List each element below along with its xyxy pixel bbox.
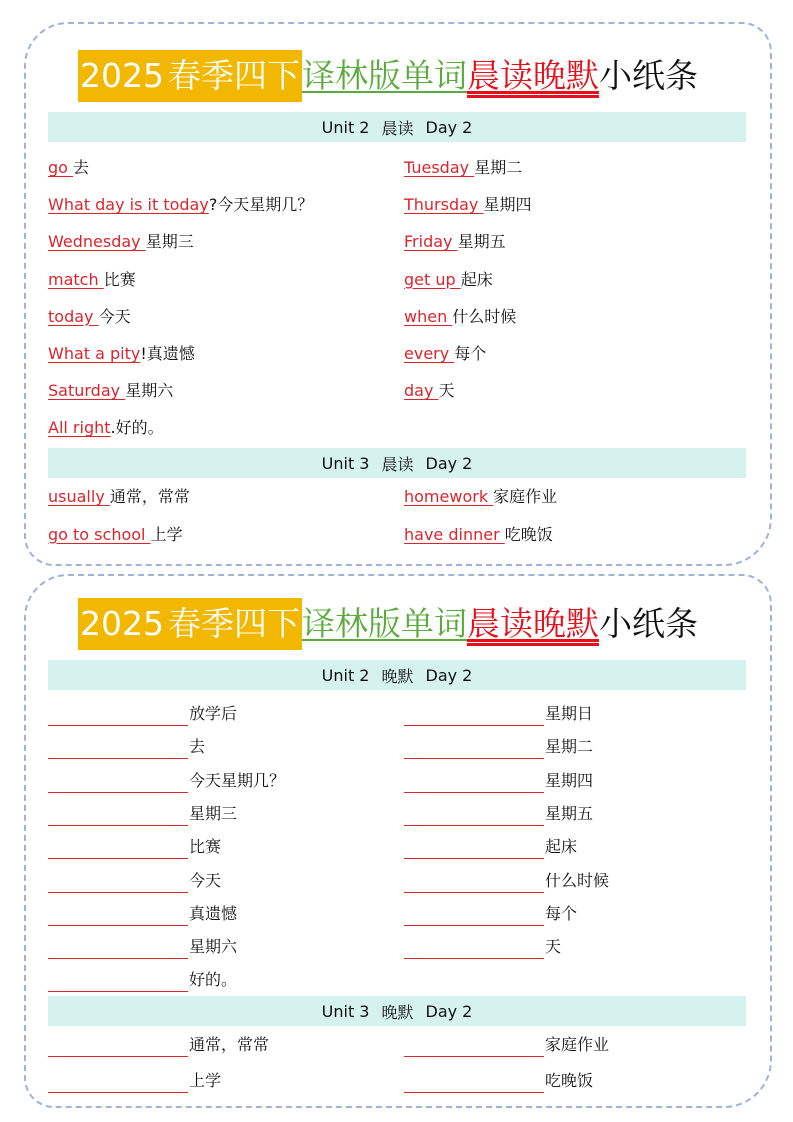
chinese-meaning: 放学后	[189, 704, 238, 723]
word-entry	[48, 193, 313, 217]
answer-blank[interactable]	[48, 740, 188, 759]
chinese-meaning: 星期六	[189, 937, 238, 957]
english-word: All right	[48, 418, 111, 438]
dictation-entry	[404, 769, 593, 793]
band-mode: 晨读	[381, 454, 414, 474]
chinese-meaning: 星期二	[545, 737, 594, 757]
chinese-meaning: 家庭作业	[493, 487, 558, 506]
english-word: homework	[404, 487, 494, 506]
word-entry	[48, 230, 194, 254]
answer-blank[interactable]	[48, 707, 188, 726]
dictation-entry	[404, 1069, 593, 1093]
band-day: Day 2	[425, 453, 473, 473]
english-word: today	[48, 306, 99, 326]
chinese-meaning: 比赛	[189, 837, 222, 857]
answer-blank[interactable]	[404, 1074, 544, 1093]
dictation-entry	[48, 902, 237, 926]
title-mode: 晨读晚默	[466, 604, 599, 643]
title-year: 2025	[78, 50, 166, 102]
unit3-morning-band	[48, 448, 746, 478]
answer-blank[interactable]	[404, 1038, 544, 1057]
chinese-meaning: 今天	[98, 306, 131, 326]
band-mode: 晚默	[381, 1002, 414, 1022]
english-word: when	[404, 306, 453, 326]
morning-reading-card	[24, 22, 772, 566]
title-year: 2025	[78, 598, 166, 650]
answer-blank[interactable]	[404, 707, 544, 726]
english-word: Tuesday	[404, 158, 475, 177]
dictation-entry	[404, 735, 593, 759]
answer-blank[interactable]	[404, 774, 544, 793]
answer-blank[interactable]	[48, 807, 188, 826]
dictation-entry	[48, 702, 237, 726]
answer-blank[interactable]	[48, 774, 188, 793]
dictation-entry	[404, 1033, 609, 1057]
english-word: day	[404, 381, 439, 401]
dictation-entry	[48, 735, 205, 759]
dictation-entry	[404, 702, 593, 726]
answer-blank[interactable]	[404, 940, 544, 959]
chinese-meaning: 星期四	[483, 195, 532, 215]
english-word: What day is it today	[48, 195, 209, 215]
word-entry	[404, 230, 506, 254]
chinese-meaning: 星期日	[545, 704, 594, 723]
band-unit: Unit 3	[321, 453, 370, 473]
english-word: Wednesday	[48, 232, 146, 252]
answer-blank[interactable]	[48, 874, 188, 893]
chinese-meaning: 上学	[189, 1071, 222, 1090]
dictation-entry	[404, 835, 577, 859]
word-entry	[48, 523, 183, 547]
english-word: match	[48, 269, 104, 289]
dictation-entry	[404, 802, 593, 826]
card-title	[78, 598, 698, 650]
chinese-meaning: 星期三	[189, 803, 238, 823]
band-unit: Unit 2	[321, 117, 370, 137]
english-word: have dinner	[404, 524, 505, 544]
title-season: 春季四下	[166, 598, 302, 650]
chinese-meaning: 通常，常常	[109, 487, 190, 506]
word-entry	[404, 523, 553, 547]
dictation-entry	[48, 869, 221, 893]
chinese-meaning: 通常，常常	[189, 1035, 270, 1054]
chinese-meaning: 吃晚饭	[504, 524, 553, 544]
answer-blank[interactable]	[48, 973, 188, 992]
chinese-meaning: 好的。	[189, 970, 238, 990]
word-entry	[404, 268, 493, 292]
dictation-entry	[404, 902, 577, 926]
band-mode: 晨读	[381, 118, 414, 138]
band-unit: Unit 3	[321, 1001, 370, 1021]
chinese-meaning: 每个	[454, 344, 487, 363]
chinese-meaning: 比赛	[103, 269, 136, 289]
answer-blank[interactable]	[404, 840, 544, 859]
dictation-entry	[404, 869, 609, 893]
dictation-entry	[48, 1069, 221, 1093]
word-entry	[404, 485, 557, 509]
english-word: Thursday	[404, 195, 484, 215]
dictation-entry	[48, 1033, 269, 1057]
chinese-meaning: 天	[545, 937, 562, 957]
band-day: Day 2	[425, 117, 473, 137]
answer-blank[interactable]	[48, 1038, 188, 1057]
english-word: usually	[48, 487, 110, 506]
answer-blank[interactable]	[404, 874, 544, 893]
english-word: go	[48, 158, 74, 177]
english-word: Friday	[404, 232, 458, 252]
chinese-meaning: 今天星期几？	[189, 770, 286, 790]
chinese-meaning: 上学	[150, 524, 183, 544]
chinese-meaning: 星期三	[145, 232, 194, 252]
answer-blank[interactable]	[48, 907, 188, 926]
title-suffix: 小纸条	[598, 56, 698, 95]
chinese-meaning: !真遗憾	[140, 344, 195, 363]
dictation-entry	[48, 935, 237, 959]
title-mode: 晨读晚默	[466, 56, 599, 95]
chinese-meaning: 星期二	[474, 158, 523, 177]
chinese-meaning: 去	[189, 737, 206, 757]
answer-blank[interactable]	[404, 807, 544, 826]
english-word: What a pity	[48, 344, 141, 363]
chinese-meaning: 家庭作业	[545, 1035, 610, 1054]
word-entry	[48, 342, 195, 366]
title-edition: 译林版单词	[301, 56, 467, 95]
dictation-entry	[48, 968, 237, 992]
chinese-meaning: 吃晚饭	[545, 1071, 594, 1090]
chinese-meaning: 天	[438, 381, 455, 401]
word-entry	[404, 379, 455, 403]
title-season: 春季四下	[166, 50, 302, 102]
dictation-entry	[48, 802, 237, 826]
chinese-meaning: .好的。	[110, 418, 164, 438]
answer-blank[interactable]	[48, 840, 188, 859]
band-mode: 晚默	[381, 666, 414, 686]
word-entry	[48, 156, 89, 180]
english-word: get up	[404, 269, 461, 289]
english-word: every	[404, 344, 455, 363]
chinese-meaning: 星期五	[545, 803, 594, 823]
chinese-meaning: 星期六	[125, 381, 174, 401]
chinese-meaning: 起床	[545, 837, 578, 857]
chinese-meaning: 星期四	[545, 770, 594, 790]
evening-dictation-card	[24, 574, 772, 1108]
unit2-evening-band	[48, 660, 746, 690]
word-entry	[48, 268, 136, 292]
unit3-evening-band	[48, 996, 746, 1026]
chinese-meaning: 起床	[460, 269, 493, 289]
chinese-meaning: 什么时候	[545, 870, 610, 890]
answer-blank[interactable]	[404, 907, 544, 926]
chinese-meaning: 星期五	[457, 232, 506, 252]
word-entry	[48, 485, 190, 509]
chinese-meaning: 去	[73, 158, 90, 177]
title-suffix: 小纸条	[598, 604, 698, 643]
dictation-entry	[48, 769, 285, 793]
chinese-meaning: 什么时候	[452, 306, 517, 326]
band-day: Day 2	[425, 665, 473, 685]
chinese-meaning: 每个	[545, 903, 578, 923]
answer-blank[interactable]	[48, 1074, 188, 1093]
chinese-meaning: 今天	[189, 870, 222, 890]
chinese-meaning: ?今天星期几？	[208, 195, 314, 215]
english-word: Saturday	[48, 381, 126, 401]
word-entry	[48, 379, 173, 403]
dictation-entry	[48, 835, 221, 859]
band-unit: Unit 2	[321, 665, 370, 685]
word-entry	[404, 193, 532, 217]
answer-blank[interactable]	[404, 740, 544, 759]
title-edition: 译林版单词	[301, 604, 467, 643]
word-entry	[404, 342, 486, 366]
answer-blank[interactable]	[48, 940, 188, 959]
dictation-entry	[404, 935, 561, 959]
card-title	[78, 50, 698, 102]
chinese-meaning: 真遗憾	[189, 903, 238, 923]
word-entry	[404, 305, 516, 329]
english-word: go to school	[48, 524, 151, 544]
word-entry	[48, 416, 164, 440]
band-day: Day 2	[425, 1001, 473, 1021]
word-entry	[404, 156, 522, 180]
word-entry	[48, 305, 131, 329]
unit2-morning-band	[48, 112, 746, 142]
